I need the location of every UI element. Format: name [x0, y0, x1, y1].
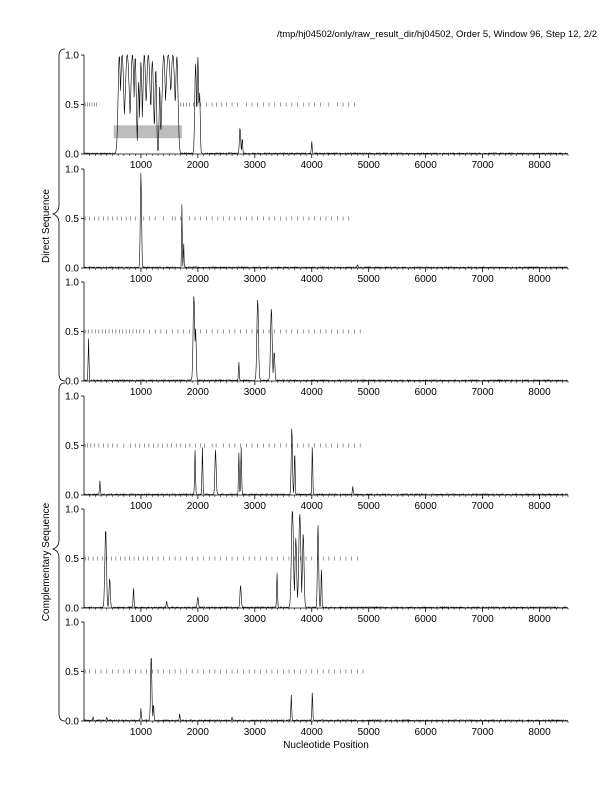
x-tick-label: 8000	[528, 387, 551, 398]
y-tick-label: 0.5	[65, 100, 79, 111]
x-tick-label: 2000	[186, 614, 210, 625]
highlight-region	[114, 125, 182, 138]
x-tick-label: 1000	[129, 387, 153, 398]
x-axis-label: Nucleotide Position	[283, 740, 369, 751]
x-tick-label: 3000	[243, 614, 266, 625]
x-tick-label: 3000	[243, 727, 266, 738]
probability-line	[84, 429, 568, 495]
x-tick-label: 5000	[357, 274, 380, 285]
complementary-sequence-label: Complementary Sequence	[41, 502, 52, 622]
x-tick-label: 4000	[300, 614, 323, 625]
x-tick-label: 1000	[129, 160, 153, 171]
x-tick-label: 1000	[129, 274, 153, 285]
y-tick-label: 0.0	[65, 603, 79, 615]
panel-3	[65, 278, 568, 399]
x-tick-label: 7000	[471, 160, 494, 171]
x-tick-label: 6000	[414, 274, 437, 285]
x-tick-label: 8000	[528, 501, 551, 512]
x-tick-label: 4000	[300, 160, 323, 171]
panel-1	[65, 51, 568, 172]
x-tick-label: 5000	[357, 160, 380, 171]
x-tick-label: 8000	[528, 614, 551, 625]
x-tick-label: 5000	[357, 727, 380, 738]
y-tick-label: 0.0	[65, 490, 79, 502]
x-tick-label: 5000	[357, 614, 380, 625]
x-tick-label: 2000	[186, 387, 210, 398]
x-tick-label: 3000	[243, 387, 266, 398]
x-tick-label: 7000	[471, 274, 494, 285]
y-tick-label: 0.5	[65, 554, 79, 565]
panel-2	[65, 165, 568, 286]
x-tick-label: 8000	[528, 160, 551, 171]
panel-4	[65, 392, 568, 513]
y-tick-label: 1.0	[65, 391, 79, 403]
x-tick-label: 3000	[243, 501, 266, 512]
probability-line	[84, 296, 568, 381]
panel-5	[65, 505, 568, 626]
x-tick-label: 2000	[186, 160, 210, 171]
x-tick-label: 8000	[528, 274, 551, 285]
complementary-group-brace	[53, 383, 65, 721]
x-tick-label: 2000	[186, 501, 210, 512]
x-tick-label: 7000	[471, 614, 494, 625]
y-tick-label: 0.0	[65, 263, 79, 275]
x-tick-label: 6000	[414, 727, 437, 738]
x-tick-label: 1000	[129, 501, 153, 512]
x-tick-label: 7000	[471, 727, 494, 738]
probability-line	[84, 55, 568, 154]
y-tick-label: 0.0	[65, 716, 79, 728]
x-tick-label: 6000	[414, 160, 437, 171]
x-tick-label: 1000	[129, 727, 153, 738]
x-tick-label: 3000	[243, 274, 266, 285]
x-tick-label: 6000	[414, 387, 437, 398]
y-tick-label: 1.0	[65, 164, 79, 176]
y-tick-label: 1.0	[65, 50, 79, 62]
x-tick-label: 8000	[528, 727, 551, 738]
probability-line	[84, 659, 568, 722]
y-tick-label: 0.0	[65, 376, 79, 388]
y-tick-label: 0.5	[65, 441, 79, 452]
y-tick-label: 1.0	[65, 504, 79, 516]
direct-sequence-label: Direct Sequence	[41, 189, 52, 263]
direct-group-brace	[53, 49, 65, 381]
x-tick-label: 6000	[414, 614, 437, 625]
x-tick-label: 7000	[471, 501, 494, 512]
x-tick-label: 7000	[471, 387, 494, 398]
y-tick-label: 0.5	[65, 214, 79, 225]
panel-6	[65, 618, 568, 739]
x-tick-label: 5000	[357, 501, 380, 512]
x-tick-label: 4000	[300, 501, 323, 512]
y-tick-label: 0.5	[65, 327, 79, 338]
panels-layer	[65, 51, 568, 739]
x-tick-label: 1000	[129, 614, 153, 625]
x-tick-label: 2000	[186, 727, 210, 738]
y-tick-label: 0.5	[65, 667, 79, 678]
x-tick-label: 2000	[186, 274, 210, 285]
x-tick-label: 5000	[357, 387, 380, 398]
y-tick-label: 0.0	[65, 149, 79, 161]
y-tick-label: 1.0	[65, 617, 79, 629]
probability-line	[84, 512, 568, 608]
x-tick-label: 4000	[300, 274, 323, 285]
x-tick-label: 4000	[300, 727, 323, 738]
x-tick-label: 6000	[414, 501, 437, 512]
file-path-title: /tmp/hj04502/only/raw_result_dir/hj04502, Order 5, Window 96, Step 12, 2/2	[276, 29, 597, 40]
x-tick-label: 3000	[243, 160, 266, 171]
y-tick-label: 1.0	[65, 277, 79, 289]
x-tick-label: 4000	[300, 387, 323, 398]
